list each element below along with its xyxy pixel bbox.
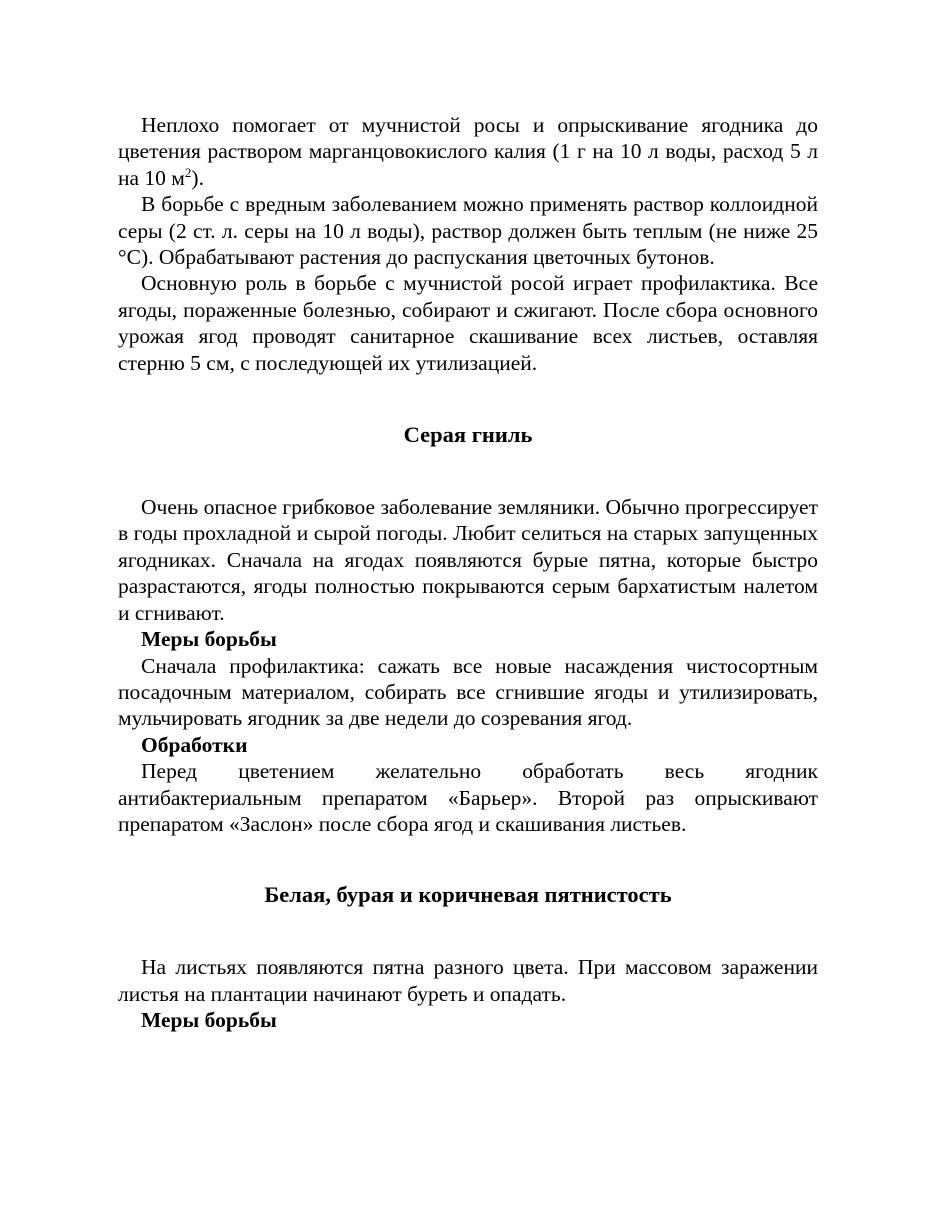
superscript: 2 (184, 164, 192, 180)
paragraph-gray-rot-prevention: Сначала профилактика: сажать все новые насаждения чистосортным посадочным материалом, собирать все сгнившие ягоды и утилизировать, мульчировать ягодник за две недели до созревания ягод. (118, 653, 818, 731)
paragraph-gray-rot-description: Очень опасное грибковое заболевание земляники. Обычно прогрессирует в годы прохладной и сырой погоды. Любит селиться на старых запущенных ягодниках. Сначала на ягодах появляются бурые пятна, которые быстро разрастаются, ягоды полностью покрываются серым бархатистым налетом и сгнивают. (118, 495, 818, 625)
paragraph-prevention: Основную роль в борьбе с мучнистой росой играет профилактика. Все ягоды, пораженные болезнью, собирают и сжигают. После сбора основного урожая ягод проводят санитарное скашивание всех листьев, оставляя стерню 5 см, с последующей их утилизацией. (118, 271, 818, 375)
subheading-control-measures-2: Меры борьбы (141, 1008, 277, 1033)
section-heading-leaf-spots: Белая, бурая и коричневая пятнистость (264, 882, 672, 908)
section-heading-gray-rot: Серая гниль (403, 422, 533, 448)
paragraph-text: Неплохо помогает от мучнистой росы и опрыскивание ягодника до цветения раствором марганцовокислого калия (1 г на 10 л воды, расход 5 л на 10 м (118, 113, 818, 190)
paragraph-colloidal-sulfur: В борьбе с вредным заболеванием можно применять раствор коллоидной серы (2 ст. л. серы на 10 л воды), раствор должен быть теплым (не ниже 25 °С). Обрабатывают растения до распускания цветочных бутонов. (118, 192, 818, 270)
paragraph-leaf-spots-description: На листьях появляются пятна разного цвета. При массовом заражении листья на плантации начинают буреть и опадать. (118, 955, 818, 1006)
paragraph-text-end: ). (191, 165, 204, 190)
subheading-treatments: Обработки (141, 732, 248, 757)
subheading-control-measures: Меры борьбы (141, 627, 277, 652)
paragraph-potassium-permanganate (118, 112, 818, 191)
document-page (118, 112, 818, 1034)
paragraph-gray-rot-treatments: Перед цветением желательно обработать весь ягодник антибактериальным препаратом «Барьер». Второй раз опрыскивают препаратом «Заслон» после сбора ягод и скашивания листьев. (118, 759, 818, 836)
